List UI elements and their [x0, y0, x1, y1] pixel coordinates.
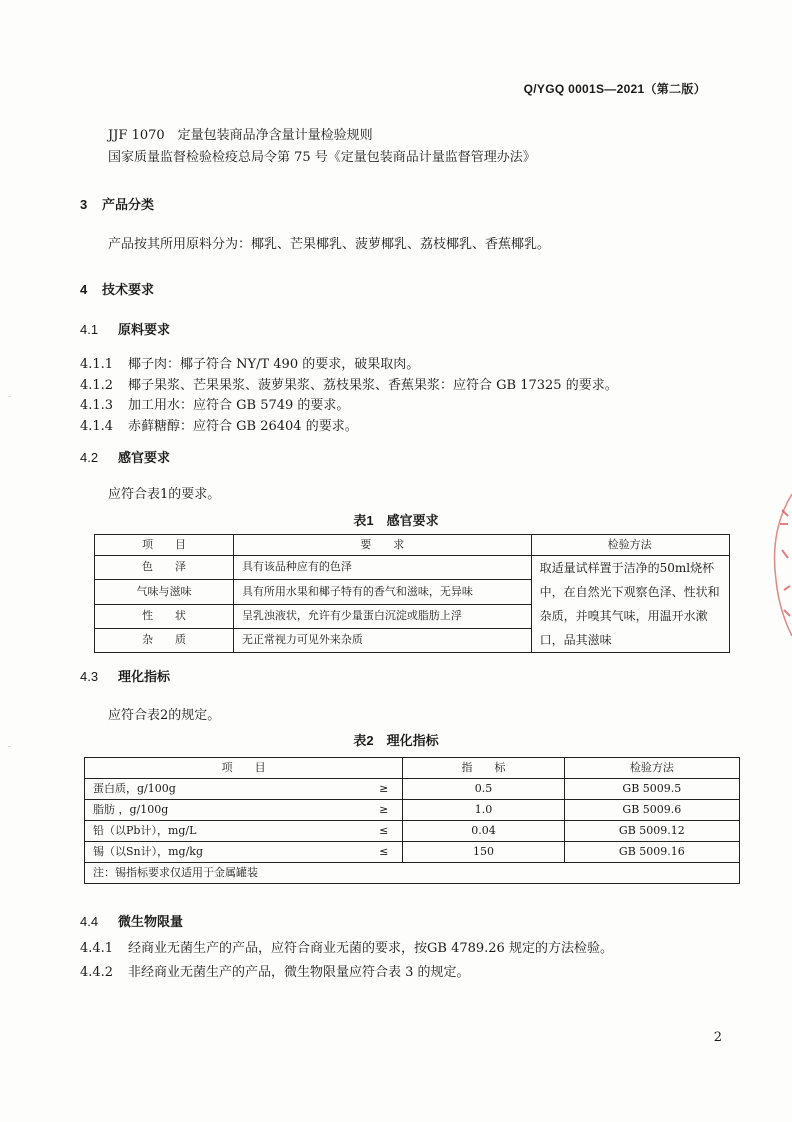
section-4-1-number: 4.1: [80, 322, 99, 337]
table-row: [85, 821, 740, 842]
row-method: GB 5009.6: [564, 800, 739, 821]
clause-number: 4.1.2: [80, 378, 114, 393]
row-item-label: 蛋白质，g/100g: [93, 781, 176, 795]
row-item: [85, 842, 403, 863]
row-item: [85, 800, 403, 821]
section-4-3-heading: [80, 666, 170, 685]
row-value: 0.04: [403, 821, 564, 842]
row-requirement: 具有所用水果和椰子特有的香气和滋味，无异味: [233, 580, 531, 604]
clause-4-1-2: [80, 374, 618, 393]
section-4-3-number: 4.3: [80, 669, 99, 684]
clause-text: 加工用水：应符合 GB 5749 的要求。: [128, 398, 350, 413]
table-row: [95, 556, 730, 580]
section-3-title: 产品分类: [102, 197, 155, 212]
column-header-requirement: 要 求: [233, 535, 531, 556]
row-item-label: 锡（以Sn计），mg/kg: [93, 844, 204, 858]
row-method: GB 5009.12: [564, 821, 739, 842]
row-item: 色 泽: [95, 556, 234, 580]
row-item: 性 状: [95, 604, 234, 628]
clause-number: 4.1.4: [80, 419, 114, 434]
scan-margin-mark: -: [8, 392, 12, 402]
section-4-4-heading: [80, 911, 183, 930]
row-item: [85, 821, 403, 842]
section-4-2-heading: [80, 447, 170, 466]
row-requirement: 无正常视力可见外来杂质: [233, 628, 531, 652]
section-4-1-title: 原料要求: [118, 322, 171, 337]
section-4-2-number: 4.2: [80, 450, 99, 465]
reference-order-75: 国家质量监督检验检疫总局令第 75 号《定量包装商品计量监督管理办法》: [108, 150, 536, 165]
clause-4-1-1: [80, 353, 419, 372]
clause-text: 椰子肉：椰子符合 NY/T 490 的要求，破果取肉。: [128, 357, 420, 372]
test-method-cell: 取适量试样置于洁净的50ml烧杯中，在自然光下观察色泽、性状和杂质，并嗅其气味，用温开水漱口，品其滋味: [531, 556, 729, 653]
table-row: [85, 779, 740, 800]
row-value: 1.0: [403, 800, 564, 821]
section-3-heading: [80, 194, 154, 213]
seal-arc-graphic: [762, 490, 792, 640]
clause-number: 4.4.1: [80, 941, 114, 956]
row-item: [85, 779, 403, 800]
table-2-caption: 表2 理化指标: [353, 733, 439, 748]
section-4-title: 技术要求: [102, 282, 155, 297]
section-4-4-title: 微生物限量: [118, 914, 184, 929]
row-method: GB 5009.5: [564, 779, 739, 800]
clause-number: 4.4.2: [80, 965, 114, 980]
section-4-1-heading: [80, 319, 170, 338]
section-3-text: 产品按其所用原料分为：椰乳、芒果椰乳、菠萝椰乳、荔枝椰乳、香蕉椰乳。: [108, 237, 551, 252]
column-header-index: 指 标: [403, 758, 564, 779]
clause-4-4-1: [80, 937, 613, 956]
row-value: 150: [403, 842, 564, 863]
table-header-row: [95, 535, 730, 556]
section-4-heading: [80, 279, 154, 298]
section-4-3-text: 应符合表2的规定。: [108, 708, 221, 723]
table-row: [85, 800, 740, 821]
section-4-3-title: 理化指标: [118, 669, 171, 684]
row-item: 气味与滋味: [95, 580, 234, 604]
table-row: [85, 842, 740, 863]
column-header-item: 项 目: [85, 758, 403, 779]
scan-margin-mark: -: [8, 742, 12, 752]
comparison-symbol: ≥: [379, 782, 389, 795]
table-1-caption: 表1 感官要求: [353, 513, 439, 528]
table-note-row: [85, 863, 740, 884]
clause-text: 非经商业无菌生产的产品，微生物限量应符合表 3 的规定。: [128, 965, 470, 980]
section-3-number: 3: [80, 197, 88, 212]
row-requirement: 呈乳浊液状，允许有少量蛋白沉淀或脂肪上浮: [233, 604, 531, 628]
red-seal-stamp: [762, 490, 792, 640]
row-item-label: 脂肪 ，g/100g: [93, 802, 169, 816]
clause-4-1-3: [80, 394, 349, 413]
table-header-row: [85, 758, 740, 779]
column-header-item: 项 目: [95, 535, 234, 556]
column-header-method: 检验方法: [564, 758, 739, 779]
physicochemical-table: [84, 757, 740, 884]
clause-text: 经商业无菌生产的产品，应符合商业无菌的要求，按GB 4789.26 规定的方法检验。: [128, 941, 613, 956]
comparison-symbol: ≤: [379, 824, 389, 837]
row-method: GB 5009.16: [564, 842, 739, 863]
row-item: 杂 质: [95, 628, 234, 652]
clause-number: 4.1.3: [80, 398, 114, 413]
row-requirement: 具有该品种应有的色泽: [233, 556, 531, 580]
section-4-2-text: 应符合表1的要求。: [108, 487, 221, 502]
comparison-symbol: ≥: [379, 803, 389, 816]
row-item-label: 铅（以Pb计），mg/L: [93, 823, 197, 837]
reference-jjf1070: JJF 1070 定量包装商品净含量计量检验规则: [108, 128, 373, 143]
clause-number: 4.1.1: [80, 357, 114, 372]
section-4-4-number: 4.4: [80, 914, 99, 929]
section-4-number: 4: [80, 282, 88, 297]
clause-4-4-2: [80, 961, 470, 980]
comparison-symbol: ≤: [379, 845, 389, 858]
page-number: 2: [713, 1030, 722, 1045]
table-note: 注：锡指标要求仅适用于金属罐装: [85, 863, 740, 884]
row-value: 0.5: [403, 779, 564, 800]
section-4-2-title: 感官要求: [118, 450, 171, 465]
clause-4-1-4: [80, 415, 358, 434]
clause-text: 椰子果浆、芒果果浆、菠萝果浆、荔枝果浆、香蕉果浆：应符合 GB 17325 的要求。: [128, 378, 618, 393]
clause-text: 赤藓糖醇：应符合 GB 26404 的要求。: [128, 419, 358, 434]
document-code: Q/YGQ 0001S—2021（第二版）: [523, 82, 706, 96]
sensory-requirements-table: [94, 534, 730, 653]
column-header-method: 检验方法: [531, 535, 729, 556]
